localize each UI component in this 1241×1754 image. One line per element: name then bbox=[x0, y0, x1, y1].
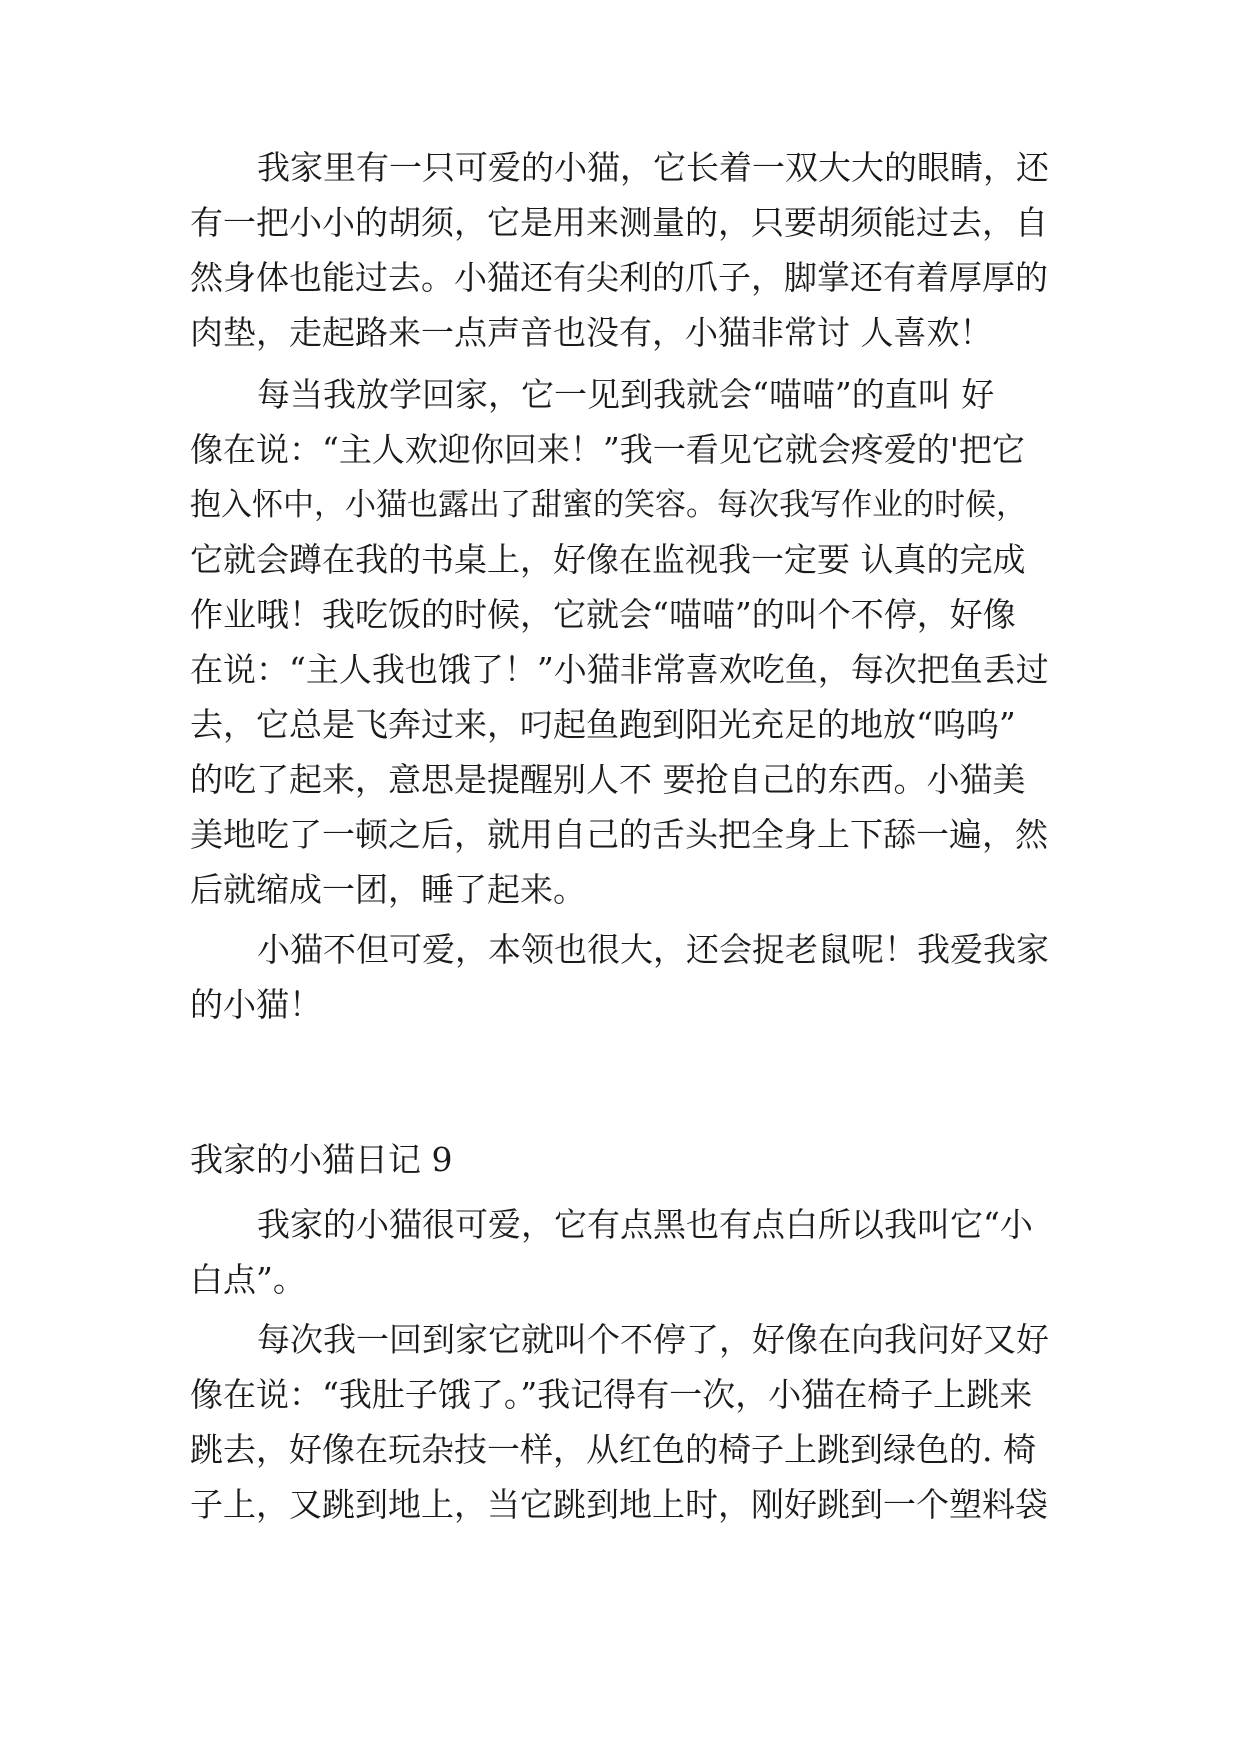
text-line: 每次我一回到家它就叫个不停了，好像在向我问好又好 bbox=[257, 1320, 1049, 1359]
text-line: 然身体也能过去。小猫还有尖利的爪子，脚掌还有着厚厚的 bbox=[190, 258, 1048, 297]
text-line: 美地吃了一顿之后，就用自己的舌头把全身上下舔一遍，然 bbox=[190, 815, 1048, 854]
text-line: 我家里有一只可爱的小猫，它长着一双大大的眼睛，还 bbox=[257, 148, 1049, 187]
text-line: 跳去，好像在玩杂技一样，从红色的椅子上跳到绿色的. 椅 bbox=[190, 1430, 1036, 1469]
text-line: 去，它总是飞奔过来，叼起鱼跑到阳光充足的地放“呜呜” bbox=[190, 705, 1016, 744]
section-heading: 我家的小猫日记 9 bbox=[190, 1140, 453, 1179]
text-line: 白点”。 bbox=[190, 1260, 306, 1299]
text-line: 肉垫，走起路来一点声音也没有，小猫非常讨 人喜欢！ bbox=[190, 313, 993, 352]
text-line: 的小猫！ bbox=[190, 985, 322, 1024]
text-line: 像在说：“我肚子饿了。”我记得有一次，小猫在椅子上跳来 bbox=[190, 1375, 1033, 1414]
text-line: 我家的小猫很可爱，它有点黑也有点白所以我叫它“小 bbox=[257, 1205, 1033, 1244]
text-line: 抱入怀中，小猫也露出了甜蜜的笑容。每次我写作业的时候， bbox=[190, 487, 1027, 523]
text-line: 小猫不但可爱，本领也很大，还会捉老鼠呢！我爱我家 bbox=[257, 930, 1049, 969]
text-line: 它就会蹲在我的书桌上，好像在监视我一定要 认真的完成 bbox=[190, 540, 1026, 579]
text-line: 像在说：“主人欢迎你回来！”我一看见它就会疼爱的'把它 bbox=[190, 430, 1025, 469]
text-line: 后就缩成一团，睡了起来。 bbox=[190, 870, 586, 909]
text-line: 有一把小小的胡须，它是用来测量的，只要胡须能过去，自 bbox=[190, 203, 1048, 242]
text-line: 作业哦！我吃饭的时候，它就会“喵喵”的叫个不停，好像 bbox=[190, 595, 1016, 634]
text-line: 在说：“主人我也饿了！”小猫非常喜欢吃鱼，每次把鱼丢过 bbox=[190, 650, 1049, 689]
text-line: 每当我放学回家，它一见到我就会“喵喵”的直叫 好 bbox=[257, 375, 995, 414]
text-line: 的吃了起来，意思是提醒别人不 要抢自己的东西。小猫美 bbox=[190, 760, 1026, 799]
text-line: 子上，又跳到地上，当它跳到地上时，刚好跳到一个塑料袋 bbox=[190, 1485, 1048, 1524]
